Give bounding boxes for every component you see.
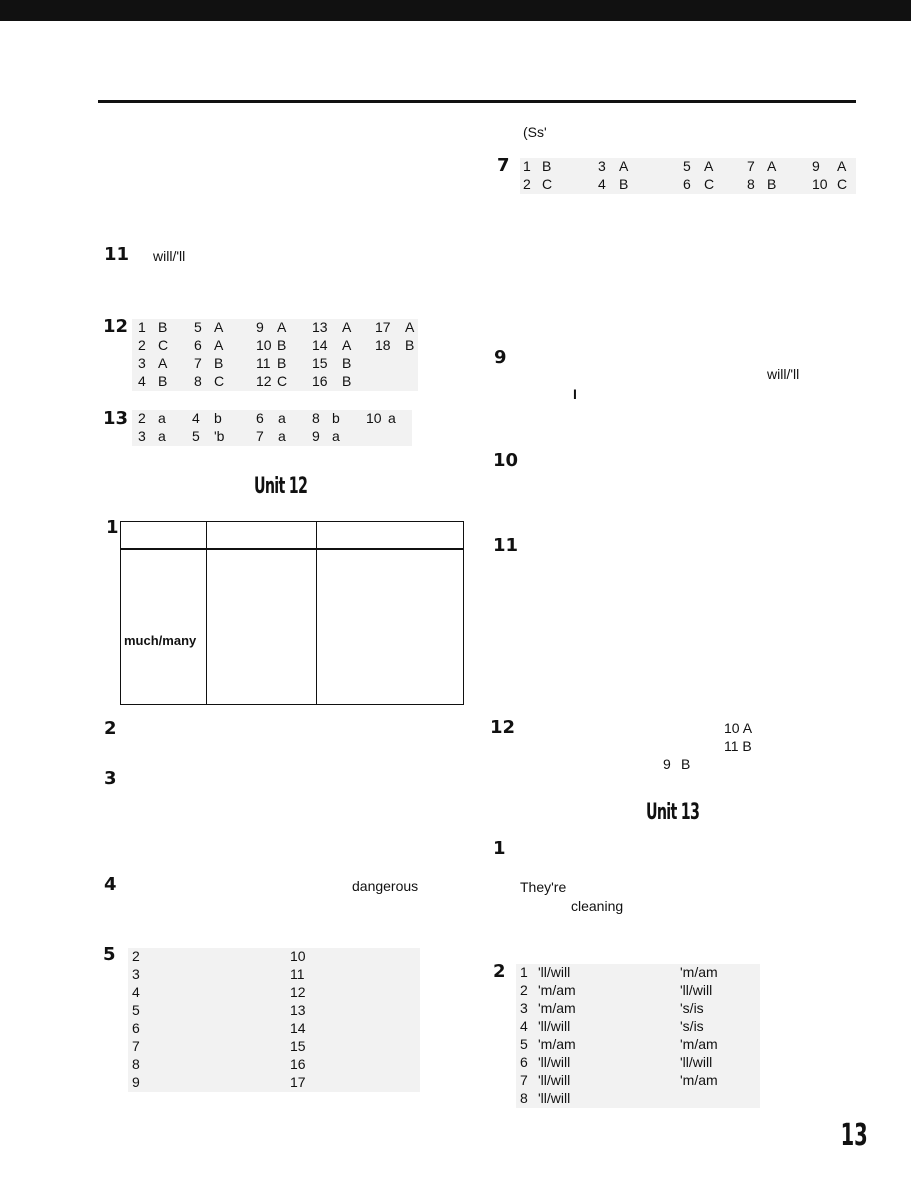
answer-cell: 's/is: [680, 1018, 704, 1034]
answer-row: [128, 1020, 420, 1038]
answer-row: [128, 966, 420, 984]
answer-text: They're: [520, 879, 567, 895]
exercise-number: 12: [103, 316, 129, 337]
answer-row: [132, 355, 418, 373]
answer-cell: 12: [290, 984, 306, 1000]
answer-cell: 1: [520, 964, 528, 980]
answer-cell: 's/is: [680, 1000, 704, 1016]
answer-cell: 8: [312, 410, 320, 426]
answer-grid: [520, 158, 856, 194]
answer-row: [132, 410, 412, 428]
answer-cell: 7: [132, 1038, 140, 1054]
answer-cell: 3: [132, 966, 140, 982]
answer-cell: 'm/am: [538, 1036, 576, 1052]
answer-cell: 7: [256, 428, 264, 444]
answer-cell: 7: [520, 1072, 528, 1088]
answer-cell: 9: [312, 428, 320, 444]
unit-title: Unit 13: [646, 800, 700, 825]
answer-cell: 14: [290, 1020, 306, 1036]
answer-text: will/'ll: [153, 248, 186, 264]
exercise-number: 4: [104, 874, 117, 895]
answer-text: 11 B: [724, 738, 752, 754]
answer-cell: B: [767, 176, 777, 192]
answer-cell: B: [277, 355, 287, 371]
answer-cell: A: [214, 319, 224, 335]
exercise-number: 2: [104, 718, 117, 739]
answer-cell: 10: [812, 176, 828, 192]
answer-cell: 3: [138, 428, 146, 444]
answer-table: [120, 521, 464, 705]
answer-row: [132, 428, 412, 446]
answer-cell: 12: [256, 373, 272, 389]
header-rule: [98, 100, 856, 103]
answer-cell: 13: [312, 319, 328, 335]
answer-cell: 11: [290, 966, 305, 982]
answer-cell: 4: [192, 410, 200, 426]
answer-row: [128, 1038, 420, 1056]
answer-cell: b: [332, 410, 340, 426]
answer-cell: 16: [290, 1056, 306, 1072]
answer-cell: 17: [375, 319, 391, 335]
answer-cell: a: [332, 428, 340, 444]
exercise-number: 11: [104, 244, 130, 265]
answer-cell: 4: [138, 373, 146, 389]
answer-cell: 4: [132, 984, 140, 1000]
answer-row: [132, 373, 418, 391]
answer-row: [516, 1054, 760, 1072]
answer-cell: B: [542, 158, 552, 174]
table-cell: much/many: [124, 633, 197, 648]
answer-cell: 9: [256, 319, 264, 335]
answer-cell: 'll/will: [538, 1054, 571, 1070]
answer-row: [516, 1072, 760, 1090]
answer-cell: 2: [138, 410, 146, 426]
answer-cell: 9: [812, 158, 820, 174]
answer-cell: 3: [598, 158, 606, 174]
answer-text: cleaning: [571, 898, 624, 914]
answer-cell: 6: [520, 1054, 528, 1070]
exercise-number: 9: [494, 347, 507, 368]
answer-cell: A: [342, 319, 352, 335]
answer-cell: 16: [312, 373, 328, 389]
answer-cell: 17: [290, 1074, 306, 1090]
answer-cell: 8: [520, 1090, 528, 1106]
answer-cell: 10: [256, 337, 272, 353]
answer-cell: 8: [132, 1056, 140, 1072]
answer-cell: 18: [375, 337, 391, 353]
answer-cell: 2: [138, 337, 146, 353]
answer-cell: 3: [520, 1000, 528, 1016]
answer-cell: 5: [194, 319, 202, 335]
answer-row: [132, 319, 418, 337]
answer-cell: a: [278, 428, 286, 444]
answer-cell: 7: [194, 355, 202, 371]
answer-cell: 'b: [214, 428, 225, 444]
answer-cell: B: [277, 337, 287, 353]
answer-cell: a: [158, 410, 166, 426]
answer-row: [128, 1056, 420, 1074]
answer-cell: 13: [290, 1002, 306, 1018]
answer-cell: a: [158, 428, 166, 444]
answer-cell: 7: [747, 158, 755, 174]
answer-cell: b: [214, 410, 222, 426]
answer-cell: 6: [132, 1020, 140, 1036]
answer-row: [516, 964, 760, 982]
answer-cell: A: [277, 319, 287, 335]
answer-text: 9: [663, 756, 671, 772]
answer-cell: 14: [312, 337, 328, 353]
answer-cell: a: [278, 410, 286, 426]
answer-cell: B: [405, 337, 415, 353]
answer-row: [516, 1036, 760, 1054]
answer-grid: [516, 964, 760, 1108]
answer-cell: C: [214, 373, 225, 389]
exercise-number: 11: [493, 535, 519, 556]
answer-row: [128, 1074, 420, 1092]
answer-cell: 4: [598, 176, 606, 192]
answer-cell: A: [405, 319, 415, 335]
answer-cell: A: [619, 158, 629, 174]
answer-cell: 'll/will: [538, 1090, 571, 1106]
answer-cell: A: [767, 158, 777, 174]
answer-cell: A: [704, 158, 714, 174]
answer-row: [128, 1002, 420, 1020]
answer-cell: B: [342, 355, 352, 371]
answer-cell: 6: [683, 176, 691, 192]
answer-cell: 10: [366, 410, 382, 426]
exercise-number: 12: [490, 717, 516, 738]
unit-title: Unit 12: [254, 474, 308, 499]
answer-text: 10 A: [724, 720, 753, 736]
answer-cell: 5: [132, 1002, 140, 1018]
answer-cell: 3: [138, 355, 146, 371]
answer-cell: 'll/will: [538, 1018, 571, 1034]
answer-cell: 'll/will: [680, 1054, 713, 1070]
exercise-number: 1: [106, 517, 119, 538]
answer-cell: 5: [683, 158, 691, 174]
answer-grid: [132, 319, 418, 391]
exercise-number: 13: [103, 408, 129, 429]
answer-cell: 9: [132, 1074, 140, 1090]
top-bar: [0, 0, 911, 21]
answer-row: [128, 948, 420, 966]
answer-cell: a: [388, 410, 396, 426]
answer-cell: 'm/am: [680, 1072, 718, 1088]
answer-cell: C: [542, 176, 553, 192]
answer-cell: 8: [747, 176, 755, 192]
answer-row: [516, 982, 760, 1000]
answer-cell: A: [342, 337, 352, 353]
answer-cell: C: [277, 373, 288, 389]
exercise-number: 3: [104, 768, 117, 789]
answer-cell: 10: [290, 948, 306, 964]
answer-cell: 5: [520, 1036, 528, 1052]
answer-cell: A: [214, 337, 224, 353]
answer-grid: [132, 410, 412, 446]
answer-text: (Ss': [523, 124, 547, 140]
answer-cell: 2: [520, 982, 528, 998]
exercise-number: 7: [497, 155, 510, 176]
answer-cell: 11: [256, 355, 271, 371]
answer-row: [516, 1018, 760, 1036]
answer-cell: 6: [256, 410, 264, 426]
answer-row: [520, 176, 856, 194]
answer-cell: B: [342, 373, 352, 389]
answer-cell: 1: [138, 319, 146, 335]
answer-cell: B: [214, 355, 224, 371]
answer-cell: C: [704, 176, 715, 192]
answer-cell: 'm/am: [680, 964, 718, 980]
answer-cell: 2: [523, 176, 531, 192]
answer-cell: 1: [523, 158, 531, 174]
answer-text: will/'ll: [767, 366, 800, 382]
answer-text: I: [573, 386, 577, 402]
answer-row: [516, 1090, 760, 1108]
answer-cell: 15: [312, 355, 328, 371]
page-number: 13: [840, 1118, 868, 1153]
exercise-number: 2: [493, 961, 506, 982]
exercise-number: 10: [493, 450, 519, 471]
answer-cell: 4: [520, 1018, 528, 1034]
answer-cell: 'll/will: [538, 1072, 571, 1088]
answer-cell: A: [837, 158, 847, 174]
answer-row: [132, 337, 418, 355]
answer-cell: B: [158, 373, 168, 389]
answer-text: dangerous: [352, 878, 419, 894]
answer-cell: C: [158, 337, 169, 353]
answer-row: [516, 1000, 760, 1018]
exercise-number: 5: [103, 944, 116, 965]
answer-text: B: [681, 756, 691, 772]
answer-cell: C: [837, 176, 848, 192]
answer-cell: 6: [194, 337, 202, 353]
answer-cell: A: [158, 355, 168, 371]
answer-cell: 'll/will: [680, 982, 713, 998]
answer-cell: 'll/will: [538, 964, 571, 980]
answer-cell: 8: [194, 373, 202, 389]
answer-cell: 'm/am: [538, 1000, 576, 1016]
exercise-number: 1: [493, 838, 506, 859]
answer-cell: 'm/am: [538, 982, 576, 998]
answer-cell: 2: [132, 948, 140, 964]
answer-cell: B: [619, 176, 629, 192]
answer-row: [128, 984, 420, 1002]
answer-grid: [128, 948, 420, 1092]
answer-cell: 'm/am: [680, 1036, 718, 1052]
answer-cell: 5: [192, 428, 200, 444]
answer-cell: 15: [290, 1038, 306, 1054]
answer-row: [520, 158, 856, 176]
answer-cell: B: [158, 319, 168, 335]
